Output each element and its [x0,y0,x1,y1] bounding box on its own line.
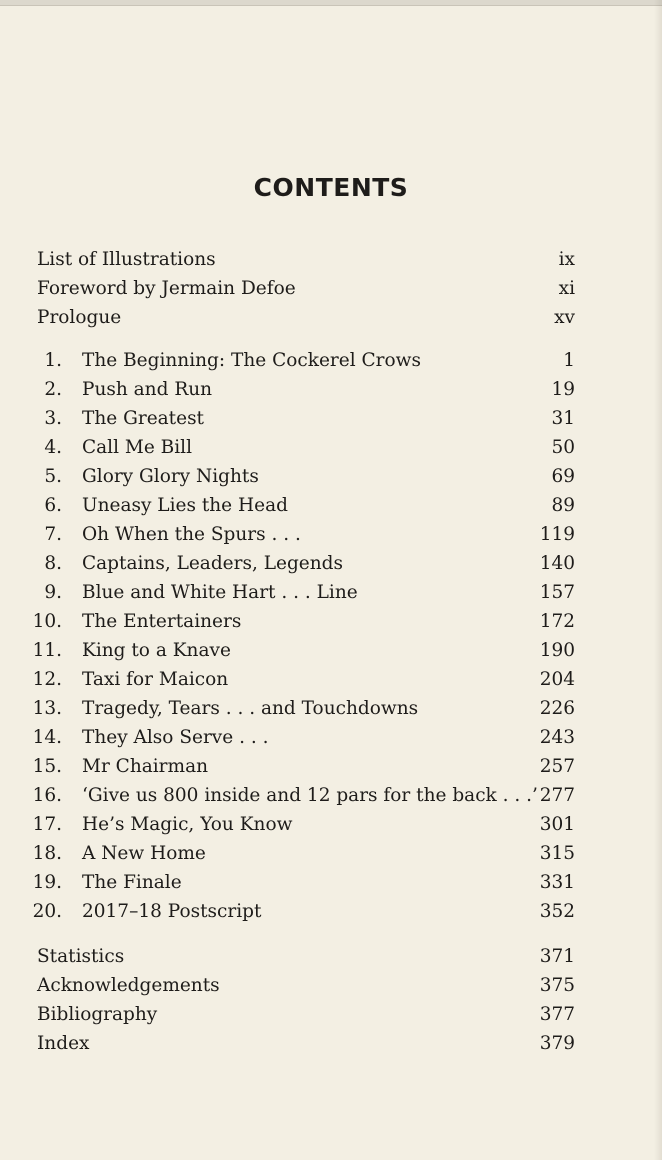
entry-title: Statistics [37,946,125,967]
entry-title: Tragedy, Tears . . . and Touchdowns [82,698,419,719]
contents-heading: CONTENTS [253,172,409,202]
toc-entry [18,553,575,582]
page-number: 119 [539,524,575,545]
entry-title: ‘Give us 800 inside and 12 pars for the back . . .’ [82,785,538,806]
chapter-number: 19. [32,872,62,893]
toc-entry [37,307,575,336]
chapter-number: 8. [44,553,62,574]
chapter-number: 2. [44,379,62,400]
page-number: 69 [551,466,575,487]
toc-entry [18,669,575,698]
entry-title: Call Me Bill [82,437,193,458]
toc-entry [18,582,575,611]
backmatter-list [37,946,575,1062]
toc-entry [18,785,575,814]
toc-entry [18,814,575,843]
chapter-number: 14. [32,727,62,748]
page-number: 352 [539,901,575,922]
page-number: 50 [551,437,575,458]
page-number: 371 [539,946,575,967]
toc-entry [37,946,575,975]
entry-title: Prologue [37,307,122,328]
page-number: 1 [563,350,575,371]
entry-title: Acknowledgements [37,975,220,996]
entry-title: Mr Chairman [82,756,209,777]
toc-entry [18,437,575,466]
entry-title: Blue and White Hart . . . Line [82,582,358,603]
chapter-number: 17. [32,814,62,835]
page-number: 243 [539,727,575,748]
toc-entry [18,408,575,437]
chapter-number: 11. [32,640,62,661]
toc-entry [18,756,575,785]
entry-title: The Finale [82,872,182,893]
page-number: 19 [551,379,575,400]
entry-title: He’s Magic, You Know [82,814,293,835]
toc-entry [37,278,575,307]
entry-title: The Entertainers [82,611,242,632]
page-number: 315 [539,843,575,864]
page-number: 377 [539,1004,575,1025]
page-number: 331 [539,872,575,893]
chapter-number: 6. [44,495,62,516]
chapter-number: 5. [44,466,62,487]
toc-entry [18,727,575,756]
entry-title: Glory Glory Nights [82,466,259,487]
page-number: 204 [539,669,575,690]
page-number: 375 [539,975,575,996]
chapter-number: 16. [32,785,62,806]
entry-title: Captains, Leaders, Legends [82,553,344,574]
toc-entry [18,524,575,553]
prelims-list [37,249,575,336]
chapter-number: 20. [32,901,62,922]
toc-entry [18,698,575,727]
chapter-number: 13. [32,698,62,719]
chapter-number: 12. [32,669,62,690]
toc-entry [37,1004,575,1033]
entry-title: Foreword by Jermain Defoe [37,278,296,299]
page-number: 190 [539,640,575,661]
page-number: 89 [551,495,575,516]
page-number: 301 [539,814,575,835]
chapter-number: 18. [32,843,62,864]
entry-title: A New Home [82,843,206,864]
page-number: 172 [539,611,575,632]
toc-entry [37,249,575,278]
chapter-number: 9. [44,582,62,603]
entry-title: Bibliography [37,1004,158,1025]
page-number: ix [558,249,575,270]
page-number: 140 [539,553,575,574]
page-number: 31 [551,408,575,429]
page-top-edge [0,0,662,6]
toc-entry [18,466,575,495]
toc-entry [37,975,575,1004]
toc-entry [18,640,575,669]
entry-title: King to a Knave [82,640,231,661]
toc-entry [37,1033,575,1062]
entry-title: Taxi for Maicon [82,669,229,690]
chapter-number: 7. [44,524,62,545]
toc-entry [18,611,575,640]
entry-title: Index [37,1033,90,1054]
entry-title: 2017–18 Postscript [82,901,262,922]
toc-entry [18,495,575,524]
page-number: 157 [539,582,575,603]
entry-title: Oh When the Spurs . . . [82,524,301,545]
chapter-number: 10. [32,611,62,632]
chapter-number: 3. [44,408,62,429]
chapters-list [18,350,575,930]
page-number: 257 [539,756,575,777]
entry-title: List of Illustrations [37,249,216,270]
toc-entry [18,872,575,901]
chapter-number: 1. [44,350,62,371]
chapter-number: 15. [32,756,62,777]
toc-entry [18,901,575,930]
entry-title: The Beginning: The Cockerel Crows [82,350,421,371]
toc-entry [18,843,575,872]
page-number: xi [558,278,575,299]
chapter-number: 4. [44,437,62,458]
toc-entry [18,379,575,408]
page-number: 277 [539,785,575,806]
page-number: 379 [539,1033,575,1054]
entry-title: Uneasy Lies the Head [82,495,288,516]
entry-title: They Also Serve . . . [82,727,269,748]
entry-title: The Greatest [82,408,204,429]
page-number: 226 [539,698,575,719]
entry-title: Push and Run [82,379,213,400]
page-number: xv [554,307,575,328]
toc-entry [18,350,575,379]
